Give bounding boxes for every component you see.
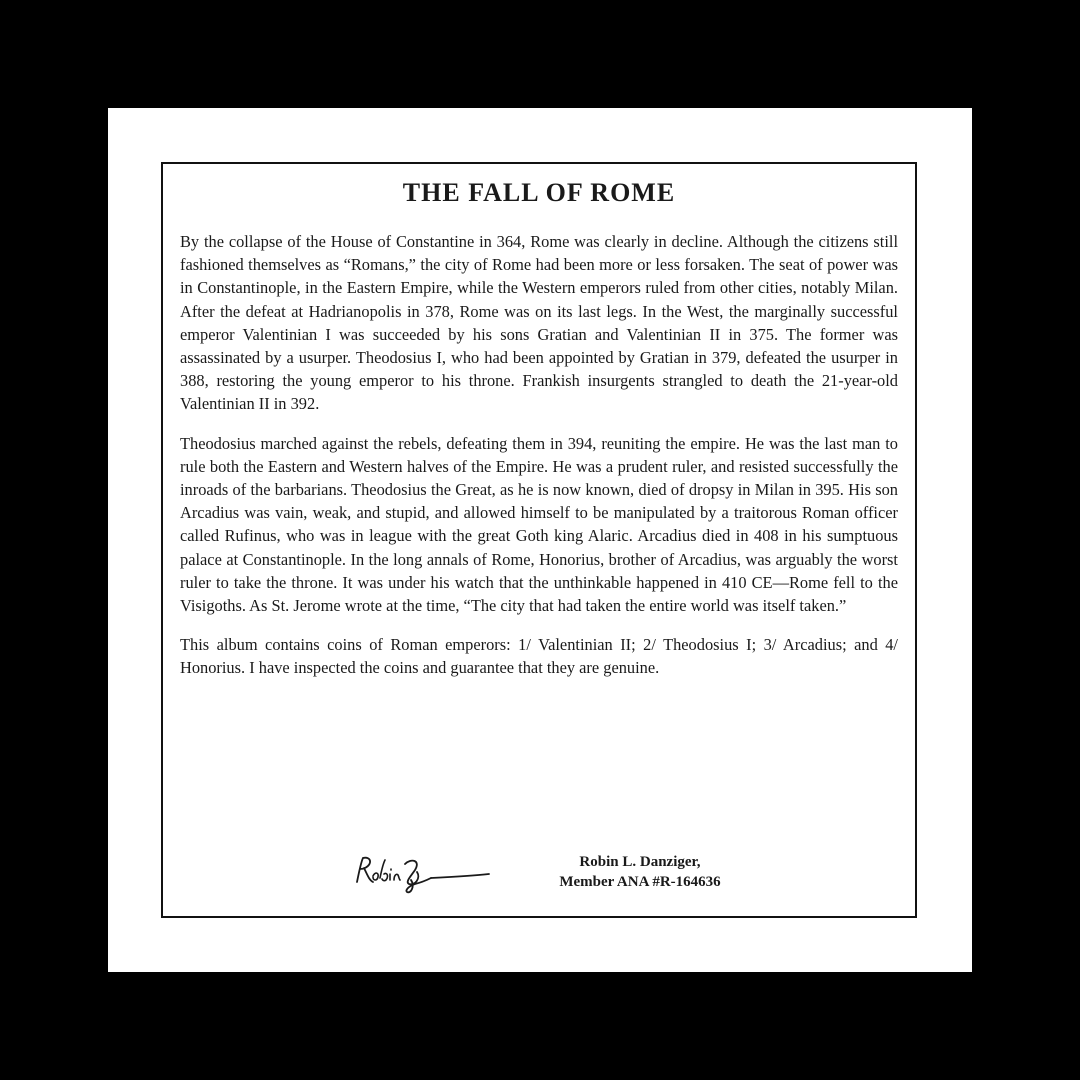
certificate-frame <box>161 162 917 918</box>
signer-name: Robin L. Danziger, <box>579 854 701 870</box>
signer-membership: Member ANA #R-164636 <box>559 874 721 890</box>
certificate-card <box>108 108 972 972</box>
document-title: THE FALL OF ROME <box>402 178 676 207</box>
handwritten-signature <box>351 852 493 896</box>
paragraph-history: By the collapse of the House of Constantine in 364, Rome was clearly in decline. Although the citizens still fashioned themselves as “Romans,” the city of Rome had been more or less forsaken. The seat of power was in Constantinople, in the Eastern Empire, while the Western emperors ruled from other cities, notably Milan. After the defeat at Hadrianopolis in 378, Rome was on its last legs. In the West, the marginally successful emperor Valentinian I was succeeded by his sons Gratian and Valentinian II in 375. The former was assassinated by a usurper. Theodosius I, who had been appointed by Gratian in 379, defeated the usurper in 388, restoring the young emperor to his throne. Frankish insurgents strangled to death the 21-year-old Valentinian II in 392. <box>180 232 898 414</box>
paragraph-album-guarantee: This album contains coins of Roman emperors: 1/ Valentinian II; 2/ Theodosius I; 3/ Arcadius; and 4/ Honorius. I have inspected the coins and guarantee that they are genuine. <box>180 635 898 678</box>
signer-details <box>535 852 745 892</box>
document-body <box>180 230 898 696</box>
paragraph-theodosius: Theodosius marched against the rebels, defeating them in 394, reuniting the empire. He was the last man to rule both the Eastern and Western halves of the Empire. He was a prudent ruler, and resisted successfully the inroads of the barbarians. Theodosius the Great, as he is now known, died of dropsy in Milan in 395. His son Arcadius was vain, weak, and stupid, and allowed himself to be manipulated by a traitorous Roman officer called Rufinus, who was in league with the great Goth king Alaric. Arcadius died in 408 in his sumptuous palace at Constantinople. In the long annals of Rome, Honorius, brother of Arcadius, was arguably the worst ruler to take the throne. It was under his watch that the unthinkable happened in 410 CE—Rome fell to the Visigoths. As St. Jerome wrote at the time, “The city that had taken the entire world was itself taken.” <box>180 433 898 616</box>
